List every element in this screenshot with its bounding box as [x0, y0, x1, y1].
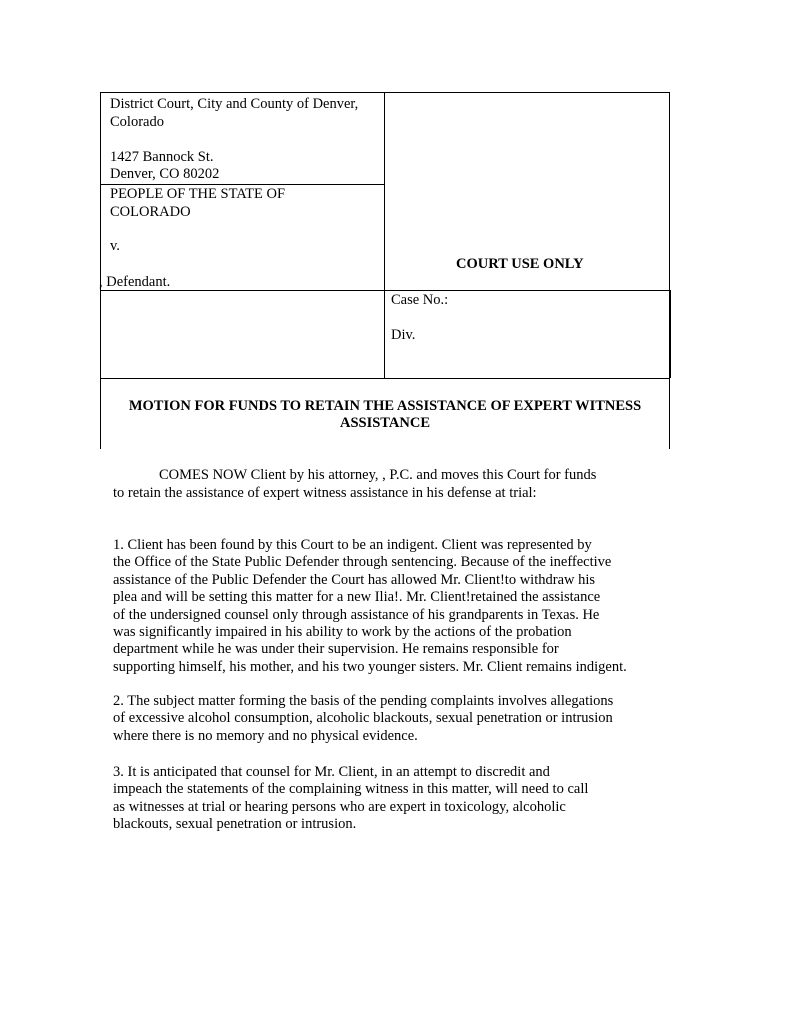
court-address-street: 1427 Bannock St. [110, 149, 214, 165]
paragraph-2 [113, 693, 613, 745]
court-section-bottom [100, 184, 385, 185]
caption-right-border [669, 92, 670, 449]
paragraph-line: assistance of the Public Defender the Court has allowed Mr. Client!to withdraw his [113, 571, 596, 588]
plaintiff-line2: COLORADO [110, 204, 191, 220]
intro-line2: to retain the assistance of expert witness assistance in his defense at trial: [113, 485, 537, 501]
paragraph-3 [113, 764, 588, 834]
versus: v. [110, 238, 120, 254]
defendant: , Defendant. [99, 274, 171, 290]
paragraph-line: where there is no memory and no physical evidence. [113, 727, 418, 744]
paragraph-line: supporting himself, his mother, and his two younger sisters. Mr. Client remains indigent. [113, 658, 627, 675]
caption-left-border [100, 92, 101, 449]
court-use-only: COURT USE ONLY [456, 256, 584, 272]
paragraph-line: the Office of the State Public Defender through sentencing. Because of the ineffective [113, 554, 612, 571]
paragraph-line: 1. Client has been found by this Court to be an indigent. Client was represented by [113, 537, 592, 553]
paragraph-line: plea and will be setting this matter for a new Ilia!. Mr. Client!retained the assistance [113, 589, 601, 606]
paragraph-line: impeach the statements of the complaining witness in this matter, will need to call [113, 781, 589, 798]
paragraph-line: of the undersigned counsel only through assistance of his grandparents in Texas. He [113, 606, 600, 623]
paragraph-line: blackouts, sexual penetration or intrusion. [113, 816, 357, 833]
paragraph-line: department while he was under their supervision. He remains responsible for [113, 641, 559, 658]
paragraph-line: 2. The subject matter forming the basis of the pending complaints involves allegations [113, 693, 614, 709]
paragraph-line: 3. It is anticipated that counsel for Mr. Client, in an attempt to discredit and [113, 764, 550, 780]
intro-line1: COMES NOW Client by his attorney, , P.C. and moves this Court for funds [159, 467, 597, 483]
caption-middle-divider [384, 92, 385, 378]
paragraph-line: of excessive alcohol consumption, alcoholic blackouts, sexual penetration or intrusion [113, 710, 613, 727]
parties-section-bottom [100, 290, 670, 291]
caption-top-border [100, 92, 670, 93]
case-number-label: Case No.: [391, 292, 449, 308]
motion-title [100, 398, 670, 432]
court-name-line2: Colorado [110, 114, 164, 130]
case-section-bottom [100, 378, 670, 379]
division-label: Div. [391, 327, 416, 343]
motion-title-line2: ASSISTANCE [340, 415, 430, 431]
motion-title-line1: MOTION FOR FUNDS TO RETAIN THE ASSISTANCE OF EXPERT WITNESS [128, 398, 642, 414]
paragraph-line: as witnesses at trial or hearing persons who are expert in toxicology, alcoholic [113, 798, 566, 815]
paragraph-line: was significantly impaired in his ability to work by the actions of the probation [113, 623, 572, 640]
plaintiff-line1: PEOPLE OF THE STATE OF [110, 186, 286, 202]
court-address-city: Denver, CO 80202 [110, 166, 220, 182]
case-box-right-border [669, 290, 671, 378]
paragraph-1 [113, 537, 627, 676]
court-name-line1: District Court, City and County of Denver, [110, 96, 359, 112]
